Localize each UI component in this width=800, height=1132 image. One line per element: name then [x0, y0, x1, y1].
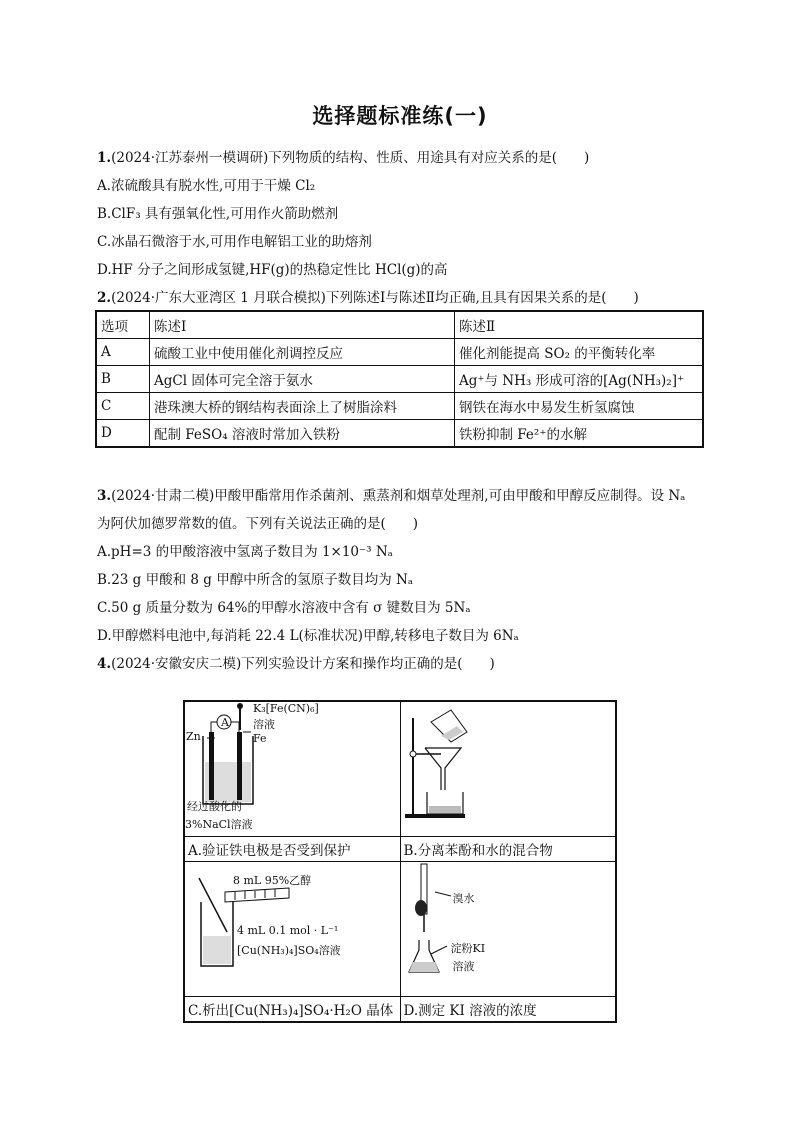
q4-stem-text: (2024·安徽安庆二模)下列实验设计方案和操作均正确的是( ) — [111, 656, 495, 672]
q4-stem — [97, 652, 495, 672]
titration-diagram — [401, 862, 616, 996]
table-header-cell: 选项 — [96, 311, 150, 339]
q3-option-d[interactable]: D.甲醇燃料电池中,每消耗 22.4 L(标准状况)甲醇,转移电子数目为 6Nₐ — [97, 628, 519, 644]
ammeter-label: A — [221, 716, 229, 729]
table-cell: 配制 FeSO₄ 溶液时常加入铁粉 — [150, 420, 455, 448]
table-row[interactable] — [96, 366, 703, 393]
q1-number: 1. — [97, 150, 112, 166]
q2-number: 2. — [97, 290, 112, 306]
figure-b-caption[interactable]: B.分离苯酚和水的混合物 — [400, 837, 616, 862]
reagent-label: K₃[Fe(CN)₆] — [253, 702, 319, 715]
table-cell: 硫酸工业中使用催化剂调控反应 — [150, 339, 455, 366]
figure-c-cell[interactable] — [184, 862, 400, 997]
q3-stem-text-1: (2024·甘肃二模)甲酸甲酯常用作杀菌剂、熏蒸剂和烟草处理剂,可由甲酸和甲醇反应制得。设 Nₐ — [111, 488, 686, 504]
q3-stem — [97, 484, 685, 504]
table-header-row — [96, 311, 703, 339]
solution-label: 3%NaCl溶液 — [185, 818, 253, 831]
table-cell: 铁粉抑制 Fe²⁺的水解 — [455, 420, 704, 448]
table-cell: Ag⁺与 NH₃ 形成可溶的[Ag(NH₃)₂]⁺ — [455, 366, 704, 393]
page-title: 选择题标准练(一) — [312, 104, 488, 128]
q3-number: 3. — [97, 488, 112, 504]
starch-ki-label: 淀粉KI — [450, 942, 486, 955]
table-cell: AgCl 固体可完全溶于氨水 — [150, 366, 455, 393]
table-cell: C — [96, 393, 150, 420]
q2-table — [95, 310, 704, 448]
iron-label: Fe — [253, 732, 267, 745]
q3-stem-text-2: 为阿伏加德罗常数的值。下列有关说法正确的是( ) — [97, 516, 419, 532]
q1-option-b[interactable]: B.ClF₃ 具有强氧化性,可用作火箭助燃剂 — [97, 206, 339, 222]
solution-label: 溶液 — [452, 960, 475, 973]
figure-a-cell[interactable] — [184, 701, 400, 837]
table-row[interactable] — [96, 393, 703, 420]
figure-c-caption[interactable]: C.析出[Cu(NH₃)₄]SO₄·H₂O 晶体 — [184, 997, 400, 1023]
table-cell: 港珠澳大桥的钢结构表面涂上了树脂涂料 — [150, 393, 455, 420]
table-cell: B — [96, 366, 150, 393]
table-cell: 钢铁在海水中易发生析氢腐蚀 — [455, 393, 704, 420]
q1-stem-text: (2024·江苏泰州一模调研)下列物质的结构、性质、用途具有对应关系的是( ) — [111, 150, 590, 166]
solution-name-label: [Cu(NH₃)₄]SO₄溶液 — [237, 944, 341, 957]
ethanol-label: 8 mL 95%乙醇 — [233, 874, 312, 887]
q3-option-b[interactable]: B.23 g 甲酸和 8 g 甲醇中所含的氢原子数目均为 Nₐ — [97, 572, 414, 588]
table-header-cell: 陈述Ⅱ — [455, 311, 704, 339]
figure-d-cell[interactable] — [400, 862, 616, 997]
figure-a-caption[interactable]: A.验证铁电极是否受到保护 — [184, 837, 400, 862]
q3-option-a[interactable]: A.pH=3 的甲酸溶液中氢离子数目为 1×10⁻³ Nₐ — [97, 544, 393, 560]
q2-stem — [97, 286, 639, 306]
figure-d-caption[interactable]: D.测定 KI 溶液的浓度 — [400, 997, 616, 1023]
table-row[interactable] — [96, 420, 703, 448]
q4-figure-table — [183, 700, 617, 1023]
q2-stem-text: (2024·广东大亚湾区 1 月联合模拟)下列陈述Ⅰ与陈述Ⅱ均正确,且具有因果关系的是( ) — [111, 290, 639, 306]
table-cell: A — [96, 339, 150, 366]
bromine-water-label: 溴水 — [452, 892, 475, 905]
solution-label: 经过酸化的 — [187, 800, 242, 813]
q1-option-c[interactable]: C.冰晶石微溶于水,可用作电解铝工业的助熔剂 — [97, 234, 372, 250]
table-cell: 催化剂能提高 SO₂ 的平衡转化率 — [455, 339, 704, 366]
zinc-label: Zn — [186, 730, 201, 743]
q4-number: 4. — [97, 656, 112, 672]
reagent-label: 溶液 — [253, 718, 275, 731]
separating-funnel-diagram — [401, 702, 616, 836]
table-row[interactable] — [96, 339, 703, 366]
table-cell: D — [96, 420, 150, 448]
q1-stem — [97, 146, 589, 166]
figure-b-cell[interactable] — [400, 701, 616, 837]
solution-volume-label: 4 mL 0.1 mol · L⁻¹ — [237, 924, 339, 937]
q1-option-d[interactable]: D.HF 分子之间形成氢键,HF(g)的热稳定性比 HCl(g)的高 — [97, 262, 448, 278]
table-header-cell: 陈述Ⅰ — [150, 311, 455, 339]
q3-option-c[interactable]: C.50 g 质量分数为 64%的甲醇水溶液中含有 σ 键数目为 5Nₐ — [97, 600, 471, 616]
q1-option-a[interactable]: A.浓硫酸具有脱水性,可用于干燥 Cl₂ — [97, 178, 316, 194]
